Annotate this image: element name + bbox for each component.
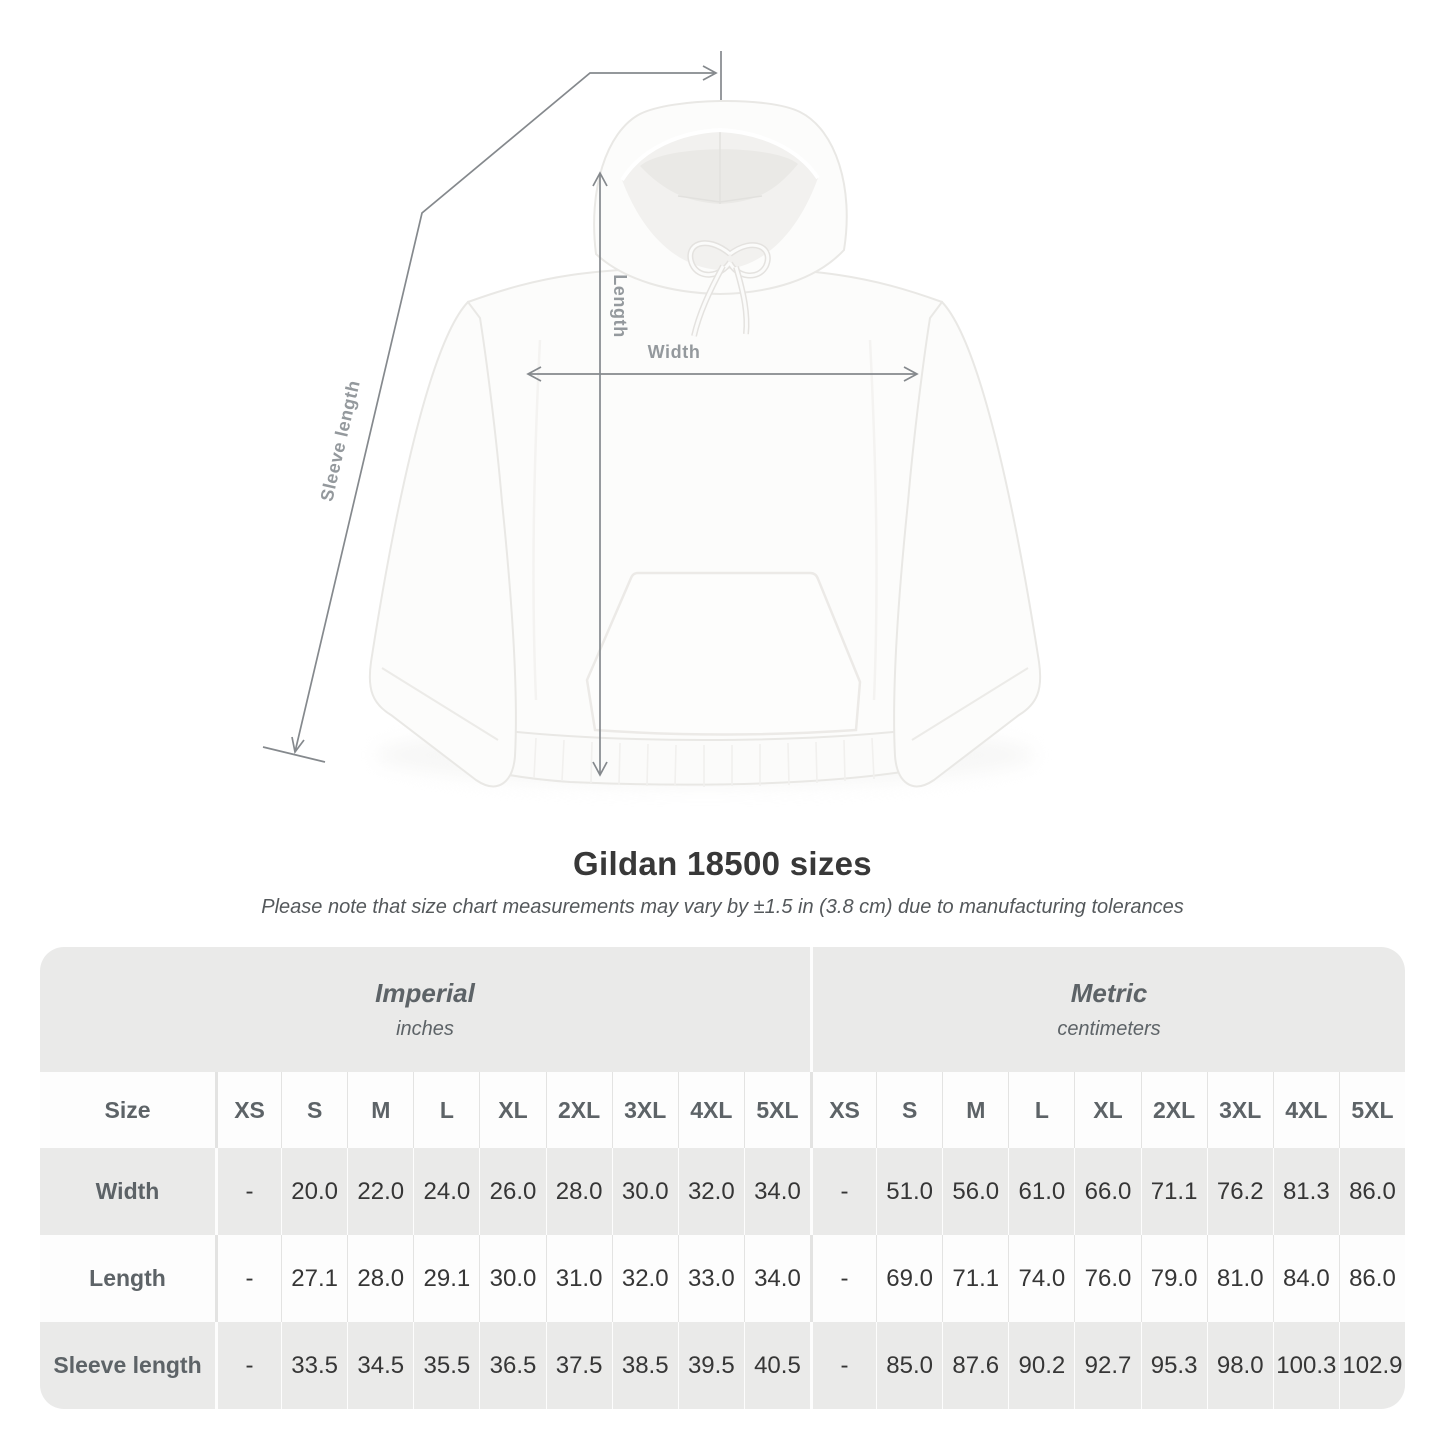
cell-sleeve-length-5xl-metric: 102.9 [1339, 1322, 1405, 1409]
size-table [40, 947, 1405, 1409]
imperial-section-unit: inches [396, 1018, 454, 1040]
cell-width-xs-imperial: - [215, 1148, 281, 1235]
cell-length-5xl-metric: 86.0 [1339, 1235, 1405, 1322]
column-header-xl-metric: XL [1074, 1072, 1140, 1148]
cell-sleeve-length-l-imperial: 35.5 [413, 1322, 479, 1409]
cell-sleeve-length-s-imperial: 33.5 [281, 1322, 347, 1409]
column-header-l-imperial: L [413, 1072, 479, 1148]
cell-width-xl-imperial: 26.0 [479, 1148, 545, 1235]
cell-width-5xl-imperial: 34.0 [744, 1148, 810, 1235]
cell-width-m-metric: 56.0 [942, 1148, 1008, 1235]
cell-length-2xl-metric: 79.0 [1141, 1235, 1207, 1322]
column-header-s-metric: S [876, 1072, 942, 1148]
cell-length-xl-metric: 76.0 [1074, 1235, 1140, 1322]
imperial-section-title: Imperial [375, 978, 475, 1008]
cell-length-l-metric: 74.0 [1008, 1235, 1074, 1322]
cell-length-3xl-imperial: 32.0 [612, 1235, 678, 1322]
row-label-sleeve-length: Sleeve length [40, 1322, 215, 1409]
cell-sleeve-length-4xl-metric: 100.3 [1273, 1322, 1339, 1409]
hoodie-illustration [240, 40, 1060, 830]
cell-sleeve-length-5xl-imperial: 40.5 [744, 1322, 810, 1409]
column-header-m-imperial: M [347, 1072, 413, 1148]
column-header-size: Size [40, 1072, 215, 1148]
column-header-l-metric: L [1008, 1072, 1074, 1148]
cell-sleeve-length-3xl-imperial: 38.5 [612, 1322, 678, 1409]
cell-width-xl-metric: 66.0 [1074, 1148, 1140, 1235]
column-header-4xl-metric: 4XL [1273, 1072, 1339, 1148]
cell-sleeve-length-2xl-metric: 95.3 [1141, 1322, 1207, 1409]
length-label: Length [610, 274, 630, 338]
cell-length-s-metric: 69.0 [876, 1235, 942, 1322]
sleeve-length-label: Sleeve length [316, 378, 364, 504]
width-label: Width [647, 342, 701, 362]
cell-length-4xl-metric: 84.0 [1273, 1235, 1339, 1322]
cell-length-xs-metric: - [810, 1235, 876, 1322]
cell-width-s-imperial: 20.0 [281, 1148, 347, 1235]
cell-length-4xl-imperial: 33.0 [678, 1235, 744, 1322]
hoodie-figure [240, 40, 1060, 830]
column-header-xl-imperial: XL [479, 1072, 545, 1148]
cell-length-m-metric: 71.1 [942, 1235, 1008, 1322]
cell-width-2xl-imperial: 28.0 [546, 1148, 612, 1235]
cell-length-xs-imperial: - [215, 1235, 281, 1322]
tolerance-note: Please note that size chart measurements may vary by ±1.5 in (3.8 cm) due to manufacturing tolerances [261, 896, 1184, 918]
cell-width-s-metric: 51.0 [876, 1148, 942, 1235]
cell-length-2xl-imperial: 31.0 [546, 1235, 612, 1322]
kangaroo-pocket [587, 573, 860, 735]
column-header-5xl-metric: 5XL [1339, 1072, 1405, 1148]
column-header-xs-metric: XS [810, 1072, 876, 1148]
cell-width-l-imperial: 24.0 [413, 1148, 479, 1235]
cell-sleeve-length-2xl-imperial: 37.5 [546, 1322, 612, 1409]
column-header-xs-imperial: XS [215, 1072, 281, 1148]
cell-width-3xl-metric: 76.2 [1207, 1148, 1273, 1235]
cell-sleeve-length-m-imperial: 34.5 [347, 1322, 413, 1409]
cell-width-xs-metric: - [810, 1148, 876, 1235]
cell-sleeve-length-3xl-metric: 98.0 [1207, 1322, 1273, 1409]
cell-width-l-metric: 61.0 [1008, 1148, 1074, 1235]
page-title: Gildan 18500 sizes [573, 845, 872, 882]
cell-sleeve-length-m-metric: 87.6 [942, 1322, 1008, 1409]
column-header-4xl-imperial: 4XL [678, 1072, 744, 1148]
column-header-2xl-metric: 2XL [1141, 1072, 1207, 1148]
column-header-2xl-imperial: 2XL [546, 1072, 612, 1148]
cell-sleeve-length-xl-imperial: 36.5 [479, 1322, 545, 1409]
column-header-3xl-imperial: 3XL [612, 1072, 678, 1148]
cell-length-l-imperial: 29.1 [413, 1235, 479, 1322]
metric-section-unit: centimeters [1057, 1018, 1161, 1040]
cell-length-s-imperial: 27.1 [281, 1235, 347, 1322]
cell-sleeve-length-s-metric: 85.0 [876, 1322, 942, 1409]
cell-width-3xl-imperial: 30.0 [612, 1148, 678, 1235]
cell-width-2xl-metric: 71.1 [1141, 1148, 1207, 1235]
imperial-section-header [40, 947, 810, 1072]
cell-length-m-imperial: 28.0 [347, 1235, 413, 1322]
cell-width-5xl-metric: 86.0 [1339, 1148, 1405, 1235]
metric-section-header [810, 947, 1405, 1072]
column-header-s-imperial: S [281, 1072, 347, 1148]
cell-width-m-imperial: 22.0 [347, 1148, 413, 1235]
column-header-3xl-metric: 3XL [1207, 1072, 1273, 1148]
cell-sleeve-length-xs-imperial: - [215, 1322, 281, 1409]
cell-sleeve-length-xs-metric: - [810, 1322, 876, 1409]
row-label-length: Length [40, 1235, 215, 1322]
row-label-width: Width [40, 1148, 215, 1235]
column-header-5xl-imperial: 5XL [744, 1072, 810, 1148]
column-header-m-metric: M [942, 1072, 1008, 1148]
cell-width-4xl-metric: 81.3 [1273, 1148, 1339, 1235]
cell-width-4xl-imperial: 32.0 [678, 1148, 744, 1235]
cell-length-xl-imperial: 30.0 [479, 1235, 545, 1322]
cell-sleeve-length-xl-metric: 92.7 [1074, 1322, 1140, 1409]
cell-sleeve-length-l-metric: 90.2 [1008, 1322, 1074, 1409]
metric-section-title: Metric [1070, 978, 1148, 1008]
cell-length-3xl-metric: 81.0 [1207, 1235, 1273, 1322]
cell-sleeve-length-4xl-imperial: 39.5 [678, 1322, 744, 1409]
cell-length-5xl-imperial: 34.0 [744, 1235, 810, 1322]
